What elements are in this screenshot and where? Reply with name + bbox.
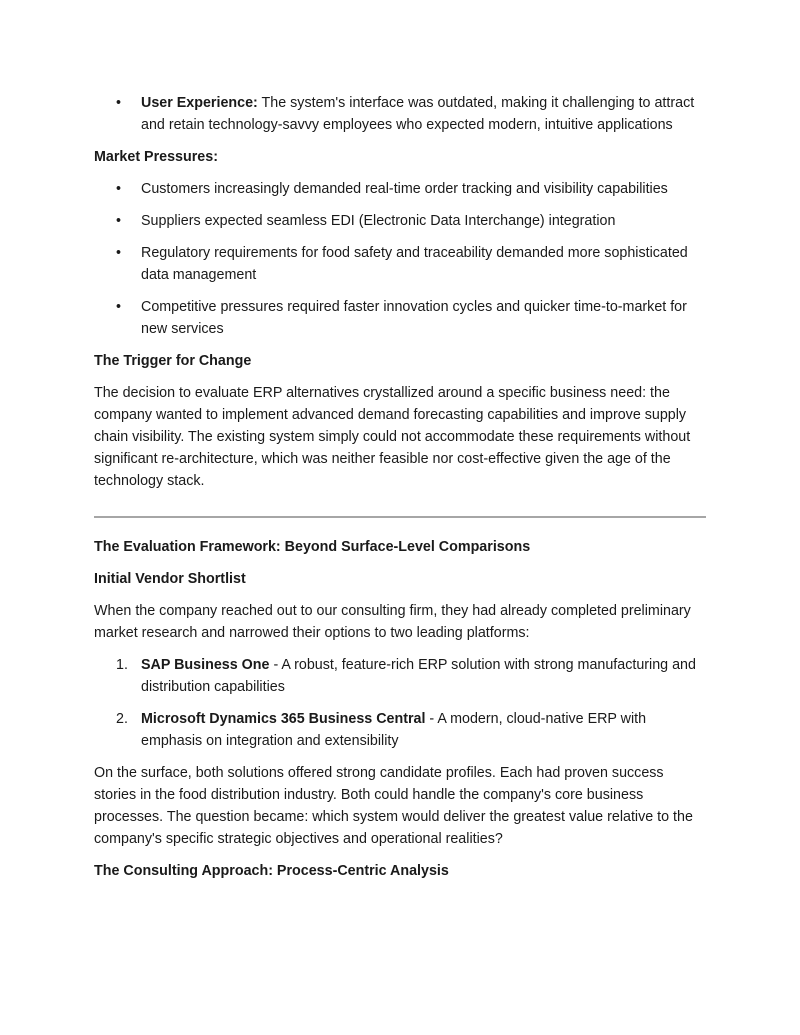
vendor-list: [94, 654, 706, 752]
vendor-shortlist-heading: Initial Vendor Shortlist: [94, 571, 246, 587]
list-item: [94, 178, 706, 200]
horizontal-divider: [94, 516, 706, 518]
list-item-text: Regulatory requirements for food safety and traceability demanded more sophisticated data management: [141, 245, 688, 283]
bullet-icon: •: [116, 299, 122, 315]
ux-list: [94, 92, 706, 136]
market-pressures-list: [94, 178, 706, 340]
trigger-body: The decision to evaluate ERP alternatives crystallized around a specific business need: the company wanted to implement advanced demand forecasting capabilities and improve supply chain visibility. The existing system simply could not accommodate these requirements without significant re-architecture, which was neither feasible nor cost-effective given the age of the technology stack.: [94, 385, 691, 489]
vendor-item: [94, 654, 706, 698]
evaluation-summary: On the surface, both solutions offered strong candidate profiles. Each had proven success stories in the food distribution industry. Both could handle the company's core business processes. The question became: which system would deliver the greatest value relative to the company's specific strategic objectives and operational realities?: [94, 765, 693, 847]
trigger-heading: The Trigger for Change: [94, 353, 252, 369]
list-item: [94, 242, 706, 286]
list-item: [94, 296, 706, 340]
list-number: 2.: [116, 711, 128, 727]
vendor-description: - A modern, cloud-native ERP with emphasis on integration and extensibility: [141, 711, 647, 749]
ux-label: User Experience:: [141, 95, 258, 111]
consulting-approach-heading: The Consulting Approach: Process-Centric Analysis: [94, 863, 449, 879]
list-item-text: Competitive pressures required faster innovation cycles and quicker time-to-market for new services: [141, 299, 687, 337]
bullet-icon: •: [116, 95, 122, 111]
bullet-icon: •: [116, 213, 122, 229]
list-number: 1.: [116, 657, 128, 673]
market-pressures-heading: Market Pressures:: [94, 149, 218, 165]
vendor-description: - A robust, feature-rich ERP solution with strong manufacturing and distribution capabilities: [141, 657, 696, 695]
bullet-icon: •: [116, 181, 122, 197]
list-item-text: Customers increasingly demanded real-time order tracking and visibility capabilities: [141, 181, 668, 197]
vendor-name: Microsoft Dynamics 365 Business Central: [141, 711, 426, 727]
vendor-item: [94, 708, 706, 752]
evaluation-intro: When the company reached out to our consulting firm, they had already completed preliminary market research and narrowed their options to two leading platforms:: [94, 603, 691, 641]
list-item-text: Suppliers expected seamless EDI (Electronic Data Interchange) integration: [141, 213, 616, 229]
list-item: [94, 210, 706, 232]
evaluation-heading: The Evaluation Framework: Beyond Surface-Level Comparisons: [94, 539, 531, 555]
vendor-name: SAP Business One: [141, 657, 270, 673]
bullet-icon: •: [116, 245, 122, 261]
list-item-user-experience: [94, 92, 706, 136]
ux-text: The system's interface was outdated, making it challenging to attract and retain technology-savvy employees who expected modern, intuitive applications: [141, 95, 695, 133]
